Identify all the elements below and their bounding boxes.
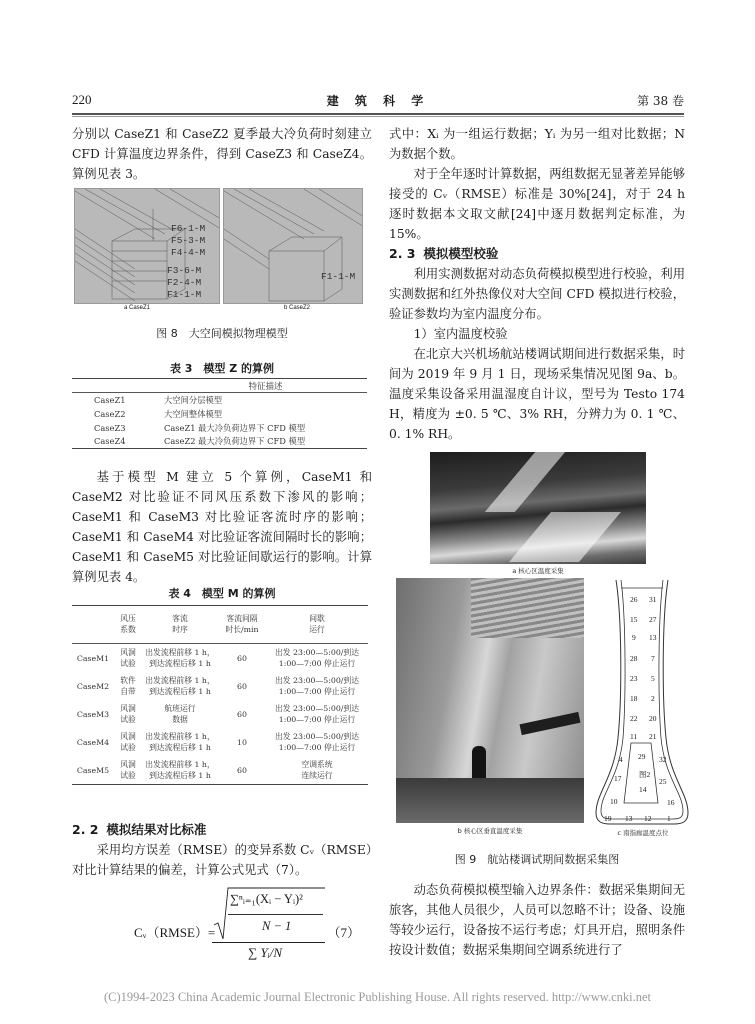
case-cell: CaseZ4 — [94, 436, 126, 447]
table-header-cell: 间歇 运行 — [309, 614, 325, 634]
desc-cell: 大空间整体模型 — [164, 408, 223, 419]
section-paragraph: 采用均方误差（RMSE）的变异系数 Cᵥ（RMSE）对比计算结果的偏差，计算公式见式（7）。 — [72, 843, 372, 877]
table-3 — [72, 378, 367, 449]
section-title: 模拟模型校验 — [423, 246, 499, 261]
measurement-point-label: 28 — [630, 654, 638, 663]
flow-cell: 航班运行 数据 — [164, 704, 196, 724]
figure-8-caption: 图 8 大空间模拟物理模型 — [156, 327, 288, 340]
measurement-point-label: 17 — [614, 774, 622, 783]
measurement-point-label: 7 — [651, 654, 655, 663]
intro-paragraph: 分别以 CaseZ1 和 CaseZ2 夏季最大冷负荷时刻建立 CFD 计算温度边界条件，得到 CaseZ3 和 CaseZ4。算例见表 3。 — [72, 127, 372, 181]
wind-cell: 风洞 试验 — [120, 732, 136, 752]
figure-9c-caption: c 南指廊温度点位 — [617, 829, 669, 837]
figure-9a-photo — [430, 452, 646, 564]
table-4 — [72, 605, 368, 785]
floor-label: F1-1-M — [321, 271, 356, 282]
section-heading — [72, 820, 372, 840]
criteria-paragraph: 对于全年逐时计算数据，两组数据无显著差异能够接受的 Cᵥ（RMSE）标准是 30%[24]，对于 24 h 逐时数据本文取文献[24]中逐月数据判定标准，为 15%。 — [389, 167, 685, 241]
figure-9a-caption: a 核心区温度采集 — [512, 567, 564, 575]
running-header — [72, 92, 684, 112]
measurement-point-label: 31 — [649, 595, 657, 604]
floor — [396, 778, 584, 823]
measurement-point-label: 26 — [630, 595, 638, 604]
figure-8b-model-image — [223, 188, 363, 304]
subsection-heading: 1）室内温度校验 — [413, 327, 508, 341]
right-text-top — [389, 124, 685, 444]
table-3-title: 表 3 模型 Z 的算例 — [169, 362, 275, 375]
equation-lhs: Cᵥ（RMSE）= — [134, 925, 216, 940]
section-paragraph: 利用实测数据对动态负荷模拟模型进行校验，利用实测数据和红外热像仪对大空间 CFD 模拟进行校验，验证参数均为室内温度分布。 — [389, 267, 685, 321]
flow-cell: 出发流程前移 1 h， 到达流程后移 1 h — [145, 760, 215, 780]
light-beam — [485, 452, 565, 512]
intermittent-cell: 出发 23:00—5:00/到达 1:00—7:00 停止运行 — [274, 648, 360, 668]
table-row — [72, 644, 368, 673]
desc-cell: CaseZ1 最大冷负荷边界下 CFD 模型 — [164, 422, 306, 433]
table-row — [72, 700, 368, 728]
wind-cell: 风洞 试验 — [120, 704, 136, 724]
volume-label: 第 38 卷 — [637, 94, 684, 108]
interval-cell: 60 — [237, 765, 247, 775]
table-header-cell — [72, 379, 164, 393]
figure-9b-photo — [396, 578, 584, 823]
table-header-cell: 客流 时序 — [172, 614, 188, 634]
interval-cell: 10 — [237, 737, 247, 747]
desc-cell: 大空间分层模型 — [164, 394, 223, 405]
figure-8b-caption: b CaseZ2 — [284, 305, 311, 311]
flow-cell: 出发流程前移 1 h， 到达流程后移 1 h — [145, 676, 215, 696]
closing-paragraph: 动态负荷模拟模型输入边界条件：数据采集期间无旅客，其他人员很少，人员可以忽略不计；设备、设施等较少运行，设备按不运行考虑；灯具开启，照明条件按设计数值；数据采集期间空调系统进行了 — [389, 883, 685, 957]
section-number: 2. 2 — [72, 822, 99, 837]
intermittent-cell: 空调系统 连续运行 — [301, 760, 333, 780]
figure-8a-caption: a CaseZ1 — [124, 305, 151, 311]
desc-cell: CaseZ2 最大冷负荷边界下 CFD 模型 — [164, 436, 306, 447]
table-row — [72, 421, 367, 435]
section-2-2 — [72, 820, 372, 880]
table-header-cell: 特征描述 — [248, 381, 283, 392]
table-4-title: 表 4 模型 M 的算例 — [168, 587, 276, 600]
measurement-point-label: 16 — [667, 798, 675, 807]
wind-cell: 风洞 试验 — [120, 648, 136, 668]
table-row — [72, 672, 368, 700]
wireframe-model-icon — [224, 189, 363, 304]
formula-note: 式中：Xᵢ 为一组运行数据；Yᵢ 为另一组对比数据；N 为数据个数。 — [389, 127, 685, 161]
measurement-point-label: 22 — [630, 714, 638, 723]
measurement-point-label: 10 — [610, 797, 618, 806]
measurement-point-label: 15 — [630, 615, 638, 624]
floor-label: F3-6-M — [167, 265, 202, 276]
measurement-point-label: 19 — [604, 814, 612, 823]
section-heading — [389, 244, 685, 264]
measurement-point-label: 21 — [649, 732, 657, 741]
figure-9b-caption: b 核心区垂直温度采集 — [457, 827, 523, 835]
page-number: 220 — [72, 92, 92, 107]
figure-8a-model-image — [74, 188, 220, 304]
light-beam — [509, 512, 621, 562]
measurement-point-label: 9 — [632, 633, 636, 642]
header-rule — [72, 113, 684, 117]
closing-paragraph-block — [389, 880, 685, 960]
measurement-point-label: 13 — [649, 633, 657, 642]
measurement-point-label: 5 — [651, 674, 655, 683]
measurement-point-label: 23 — [630, 674, 638, 683]
case-cell: CaseZ1 — [94, 394, 126, 405]
model-m-paragraph-block — [72, 467, 372, 587]
intermittent-cell: 出发 23:00—5:00/到达 1:00—7:00 停止运行 — [274, 704, 360, 724]
table-header-cell: 风压 系数 — [120, 614, 136, 634]
ceiling — [471, 578, 584, 638]
table-row — [72, 407, 367, 421]
measurement-point-label: 12 — [644, 814, 652, 823]
measurement-point-label: 27 — [649, 615, 657, 624]
measurement-point-label: 图2 — [639, 770, 651, 779]
wind-cell: 软件 自带 — [120, 676, 136, 696]
equation-n-minus-1: N − 1 — [262, 919, 292, 933]
intro-paragraph-block — [72, 124, 372, 184]
measurement-point-label: 18 — [630, 694, 638, 703]
case-cell: CaseZ2 — [94, 408, 126, 419]
interval-cell: 60 — [237, 653, 247, 663]
section-title: 模拟结果对比标准 — [106, 822, 207, 837]
figure-9-caption: 图 9 航站楼调试期间数据采集图 — [454, 853, 620, 866]
flow-cell: 出发流程前移 1 h， 到达流程后移 1 h — [145, 648, 215, 668]
floor-label: F2-4-M — [167, 277, 202, 288]
measurement-point-label: 1 — [667, 814, 671, 823]
table-row — [72, 393, 367, 407]
measurement-point-label: 20 — [649, 714, 657, 723]
figure-8 — [72, 188, 367, 313]
case-cell: CaseM3 — [76, 709, 110, 719]
table-header-row — [72, 379, 367, 393]
model-m-paragraph: 基于模型 M 建立 5 个算例，CaseM1 和 CaseM2 对比验证不同风压系数下渗风的影响；CaseM1 和 CaseM3 对比验证客流时序的影响；CaseM1 和 CaseM4 对比验证客流间隔时长的影响；CaseM1 和 CaseM5 对比验证间歇运行的影响。计算算例见表 4。 — [72, 470, 372, 584]
intermittent-cell: 出发 23:00—5:00/到达 1:00—7:00 停止运行 — [274, 676, 360, 696]
case-cell: CaseM4 — [76, 737, 110, 747]
table-header-cell — [72, 606, 114, 644]
floor-label: F1-1-M — [167, 289, 202, 300]
measurement-point-label: 13 — [625, 814, 633, 823]
measurement-point-label: 4 — [619, 755, 623, 764]
intermittent-cell: 出发 23:00—5:00/到达 1:00—7:00 停止运行 — [274, 732, 360, 752]
case-cell: CaseZ3 — [94, 422, 126, 433]
equation-denominator: ∑ Yᵢ/N — [248, 945, 283, 960]
case-cell: CaseM5 — [76, 765, 110, 775]
floor-label: F4-4-M — [171, 247, 206, 258]
flow-cell: 出发流程前移 1 h， 到达流程后移 1 h — [145, 732, 215, 752]
table-header-row — [72, 606, 368, 644]
equation-number: （7） — [327, 925, 360, 940]
floor-label: F5-3-M — [171, 235, 206, 246]
table-row — [72, 728, 368, 756]
journal-name: 建 筑 科 学 — [326, 94, 430, 108]
measurement-point-label: 25 — [659, 777, 667, 786]
table-row — [72, 756, 368, 785]
floor-label: F6-1-M — [171, 223, 206, 234]
case-cell: CaseM2 — [76, 681, 110, 691]
measurement-paragraph: 在北京大兴机场航站楼调试期间进行数据采集，时间为 2019 年 9 月 1 日，现场采集情况见图 9a、b。温度采集设备采用温湿度自计议，型号为 Testo 174 H，精度为 ±0. 5 ℃、3% RH，分辨力为 0. 1 ℃、0. 1% RH。 — [389, 347, 685, 441]
interval-cell: 60 — [237, 681, 247, 691]
fraction-line — [212, 942, 325, 943]
table-header-cell: 客流间隔 时长/min — [225, 614, 259, 634]
wayfinding-sign — [520, 712, 581, 735]
measurement-point-label: 2 — [651, 694, 655, 703]
measurement-point-label: 29 — [638, 752, 646, 761]
fraction-line — [228, 914, 323, 915]
measurement-point-label: 11 — [630, 732, 638, 741]
measurement-point-label: 14 — [639, 785, 647, 794]
measurement-point-label: 32 — [659, 755, 667, 764]
section-number: 2. 3 — [389, 246, 416, 261]
equation-sum-term: ∑ⁿᵢ₌₁(Xᵢ − Yᵢ)² — [230, 892, 303, 906]
wind-cell: 风洞 试验 — [120, 760, 136, 780]
interval-cell: 60 — [237, 709, 247, 719]
equation-7 — [72, 885, 372, 965]
table-row — [72, 435, 367, 449]
copyright-footer: (C)1994-2023 China Academic Journal Electronic Publishing House. All rights reserved. http://www.cnki.net — [103, 990, 651, 1004]
case-cell: CaseM1 — [76, 653, 110, 663]
